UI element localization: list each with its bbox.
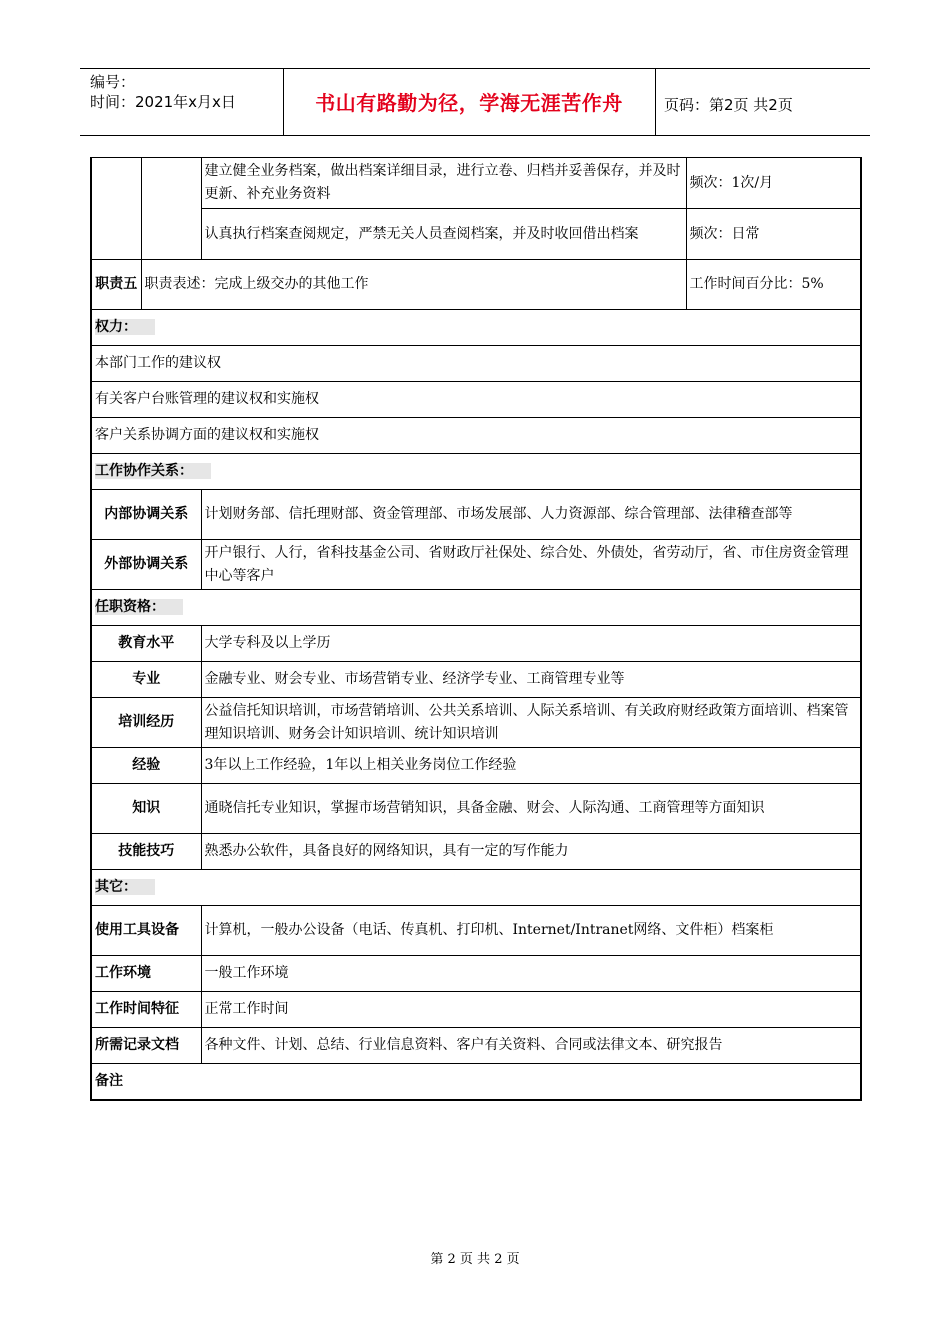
duty-task-row bbox=[91, 209, 861, 260]
duty-five-percent: 工作时间百分比：5% bbox=[686, 260, 861, 310]
header-time-label: 时间：2021年x月x日 bbox=[90, 93, 236, 111]
qualification-value: 熟悉办公软件，具备良好的网络知识，具有一定的写作能力 bbox=[201, 834, 861, 870]
duty-task-frequency: 频次：日常 bbox=[686, 209, 861, 260]
header-bottom-rule bbox=[80, 135, 870, 136]
header-motto: 书山有路勤为径，学海无涯苦作舟 bbox=[315, 91, 623, 115]
other-row bbox=[91, 956, 861, 992]
authority-item: 本部门工作的建议权 bbox=[91, 346, 861, 382]
authority-row bbox=[91, 418, 861, 454]
duty-five-label: 职责五 bbox=[91, 260, 141, 310]
qualification-label: 经验 bbox=[91, 748, 201, 784]
internal-coordination-row bbox=[91, 490, 861, 540]
duty-sub-cell bbox=[141, 158, 201, 260]
other-value: 计算机，一般办公设备（电话、传真机、打印机、Internet/Intranet网络、文件柜）档案柜 bbox=[201, 906, 861, 956]
header-divider-right bbox=[655, 68, 656, 135]
external-coordination-value: 开户银行、人行，省科技基金公司、省财政厅社保处、综合处、外债处，省劳动厅，省、市住房资金管理中心等客户 bbox=[201, 540, 861, 590]
duty-task-frequency: 频次：1次/月 bbox=[686, 158, 861, 209]
qualification-label: 技能技巧 bbox=[91, 834, 201, 870]
header-page-info: 页码：第2页 共2页 bbox=[664, 96, 793, 114]
internal-coordination-label: 内部协调关系 bbox=[91, 490, 201, 540]
qualification-label: 专业 bbox=[91, 662, 201, 698]
other-label: 工作环境 bbox=[91, 956, 201, 992]
section-header-qualification bbox=[91, 590, 861, 626]
other-value: 各种文件、计划、总结、行业信息资料、客户有关资料、合同或法律文本、研究报告 bbox=[201, 1028, 861, 1064]
qualification-label: 培训经历 bbox=[91, 698, 201, 748]
authority-row bbox=[91, 382, 861, 418]
qualification-value: 大学专科及以上学历 bbox=[201, 626, 861, 662]
external-coordination-label: 外部协调关系 bbox=[91, 540, 201, 590]
remarks-row bbox=[91, 1064, 861, 1100]
qualification-row bbox=[91, 784, 861, 834]
other-label: 所需记录文档 bbox=[91, 1028, 201, 1064]
duty-five-description: 职责表述：完成上级交办的其他工作 bbox=[141, 260, 686, 310]
qualification-value: 通晓信托专业知识，掌握市场营销知识，具备金融、财会、人际沟通、工商管理等方面知识 bbox=[201, 784, 861, 834]
other-label: 工作时间特征 bbox=[91, 992, 201, 1028]
section-header-authority bbox=[91, 310, 861, 346]
other-value: 一般工作环境 bbox=[201, 956, 861, 992]
qualification-row bbox=[91, 626, 861, 662]
job-description-table bbox=[90, 157, 862, 1101]
other-value: 正常工作时间 bbox=[201, 992, 861, 1028]
remarks-label: 备注 bbox=[95, 1072, 123, 1089]
cooperation-title: 工作协作关系： bbox=[95, 463, 211, 479]
duty-task-text: 认真执行档案查阅规定，严禁无关人员查阅档案，并及时收回借出档案 bbox=[201, 209, 686, 260]
duty-label-cell bbox=[91, 158, 141, 260]
qualification-row bbox=[91, 662, 861, 698]
other-title: 其它： bbox=[95, 879, 155, 895]
internal-coordination-value: 计划财务部、信托理财部、资金管理部、市场发展部、人力资源部、综合管理部、法律稽查部等 bbox=[201, 490, 861, 540]
page-footer: 第 2 页 共 2 页 bbox=[430, 1252, 520, 1267]
other-label: 使用工具设备 bbox=[91, 906, 201, 956]
authority-title: 权力： bbox=[95, 319, 155, 335]
qualification-value: 金融专业、财会专业、市场营销专业、经济学专业、工商管理专业等 bbox=[201, 662, 861, 698]
authority-item: 有关客户台账管理的建议权和实施权 bbox=[91, 382, 861, 418]
section-header-cooperation bbox=[91, 454, 861, 490]
qualification-row bbox=[91, 834, 861, 870]
authority-row bbox=[91, 346, 861, 382]
qualification-title: 任职资格： bbox=[95, 599, 183, 615]
qualification-row bbox=[91, 748, 861, 784]
duty-five-row bbox=[91, 260, 861, 310]
duty-task-row bbox=[91, 158, 861, 209]
section-header-other bbox=[91, 870, 861, 906]
qualification-row bbox=[91, 698, 861, 748]
other-row bbox=[91, 992, 861, 1028]
qualification-value: 公益信托知识培训，市场营销培训、公共关系培训、人际关系培训、有关政府财经政策方面培训、档案管理知识培训、财务会计知识培训、统计知识培训 bbox=[201, 698, 861, 748]
duty-task-text: 建立健全业务档案，做出档案详细目录，进行立卷、归档并妥善保存，并及时更新、补充业务资料 bbox=[201, 158, 686, 209]
other-row bbox=[91, 1028, 861, 1064]
qualification-value: 3年以上工作经验，1年以上相关业务岗位工作经验 bbox=[201, 748, 861, 784]
header-number-label: 编号： bbox=[90, 73, 136, 91]
other-row bbox=[91, 906, 861, 956]
qualification-label: 知识 bbox=[91, 784, 201, 834]
authority-item: 客户关系协调方面的建议权和实施权 bbox=[91, 418, 861, 454]
external-coordination-row bbox=[91, 540, 861, 590]
qualification-label: 教育水平 bbox=[91, 626, 201, 662]
